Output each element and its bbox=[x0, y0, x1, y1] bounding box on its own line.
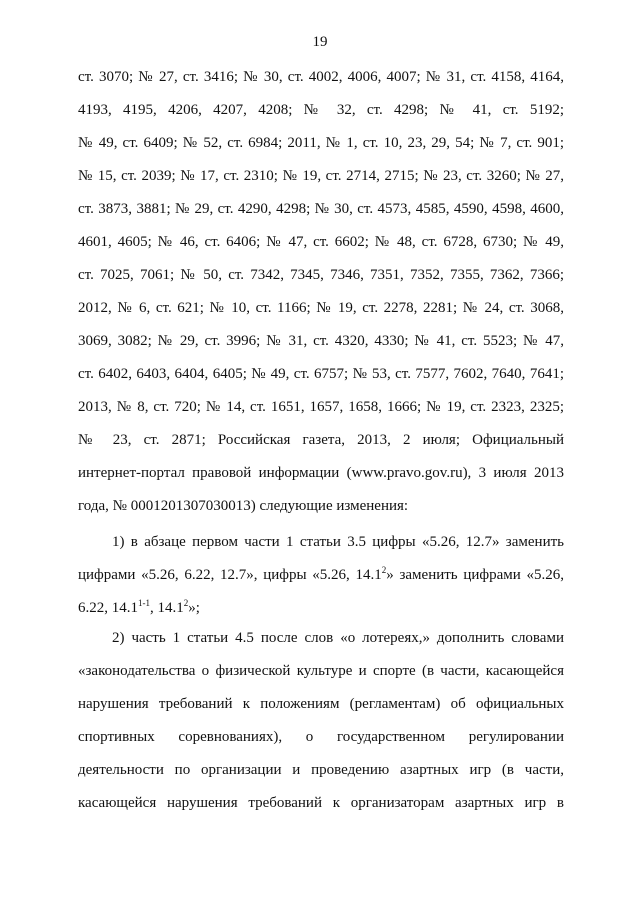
item-2-line: деятельности по организации и проведению азартных игр (в части, bbox=[78, 762, 564, 778]
superscript: 2 bbox=[183, 598, 189, 608]
text-line: года, № 0001201307030013) следующие изменения: bbox=[78, 498, 409, 514]
text-line: ст. 7025, 7061; № 50, ст. 7342, 7345, 7346, 7351, 7352, 7355, 7362, 7366; bbox=[78, 267, 564, 283]
text-line: № 15, ст. 2039; № 17, ст. 2310; № 19, ст. 2714, 2715; № 23, ст. 3260; № 27, bbox=[78, 168, 564, 184]
item-2-line: «законодательства о физической культуре и спорте (в части, касающейся bbox=[78, 663, 564, 679]
text-line: ст. 3873, 3881; № 29, ст. 4290, 4298; № 30, ст. 4573, 4585, 4590, 4598, 4600, bbox=[78, 201, 564, 217]
item-1-line: 6.22, 14.1$^{1-1}$, 14.1$^2$»; bbox=[78, 598, 200, 616]
page-number: 19 bbox=[312, 34, 328, 50]
item-2-line: спортивных соревнованиях), о государственном регулировании bbox=[78, 729, 564, 745]
text-line: интернет-портал правовой информации (www.pravo.gov.ru), 3 июля 2013 bbox=[78, 465, 564, 481]
item-2-line: касающейся нарушения требований к организаторам азартных игр в bbox=[78, 795, 564, 811]
text-line: № 23, ст. 2871; Российская газета, 2013, 2 июля; Официальный bbox=[78, 432, 564, 448]
text-line: 3069, 3082; № 29, ст. 3996; № 31, ст. 4320, 4330; № 41, ст. 5523; № 47, bbox=[78, 333, 564, 349]
text-line: 4193, 4195, 4206, 4207, 4208; № 32, ст. 4298; № 41, ст. 5192; bbox=[78, 102, 564, 118]
item-2-line: нарушения требований к положениям (регламентам) об официальных bbox=[78, 696, 564, 712]
text-line: 4601, 4605; № 46, ст. 6406; № 47, ст. 6602; № 48, ст. 6728, 6730; № 49, bbox=[78, 234, 564, 250]
superscript: 1-1 bbox=[138, 598, 150, 608]
text-line: № 49, ст. 6409; № 52, ст. 6984; 2011, № 1, ст. 10, 23, 29, 54; № 7, ст. 901; bbox=[78, 135, 564, 151]
item-1-line: 1) в абзаце первом части 1 статьи 3.5 цифры «5.26, 12.7» заменить bbox=[112, 534, 564, 550]
item-2-line: 2) часть 1 статьи 4.5 после слов «о лотереях,» дополнить словами bbox=[112, 630, 564, 646]
text-line: ст. 6402, 6403, 6404, 6405; № 49, ст. 6757; № 53, ст. 7577, 7602, 7640, 7641; bbox=[78, 366, 564, 382]
item-1-line: цифрами «5.26, 6.22, 12.7», цифры «5.26, 14.1$^2$» заменить цифрами «5.26, bbox=[78, 565, 564, 583]
text-line: 2013, № 8, ст. 720; № 14, ст. 1651, 1657, 1658, 1666; № 19, ст. 2323, 2325; bbox=[78, 399, 564, 415]
text-line: 2012, № 6, ст. 621; № 10, ст. 1166; № 19, ст. 2278, 2281; № 24, ст. 3068, bbox=[78, 300, 564, 316]
text-line: ст. 3070; № 27, ст. 3416; № 30, ст. 4002, 4006, 4007; № 31, ст. 4158, 4164, bbox=[78, 69, 564, 85]
superscript: 2 bbox=[381, 565, 387, 575]
